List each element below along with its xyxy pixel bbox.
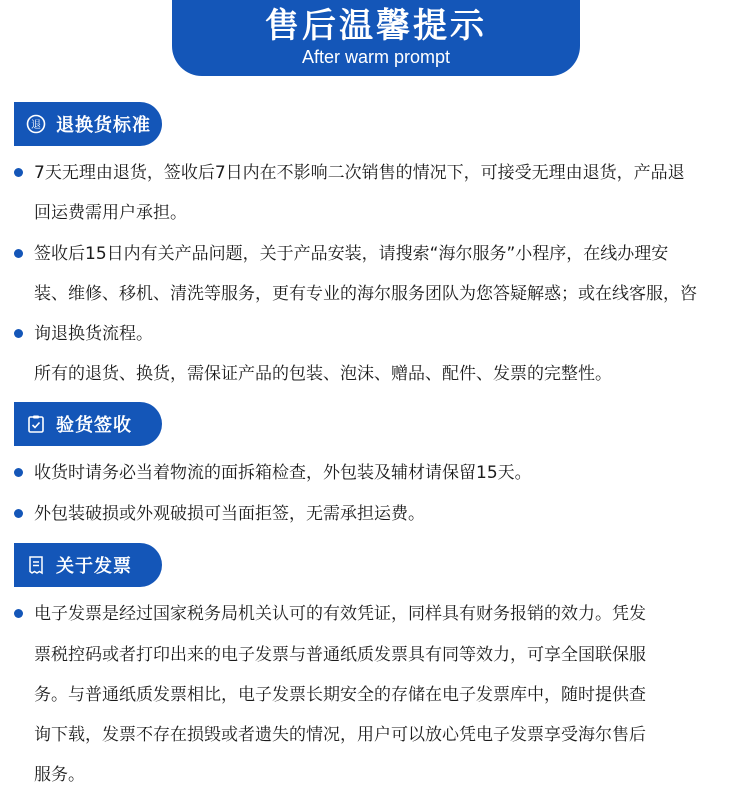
checklist-icon <box>26 414 46 434</box>
section-title: 退换货标准 <box>56 115 151 136</box>
section-header-returns <box>14 102 162 146</box>
bullet-dot <box>14 249 23 258</box>
bullet-dot <box>14 329 23 338</box>
bullet-dot <box>14 609 23 618</box>
paragraph-line: 签收后15日内有关产品问题，关于产品安装，请搜索“海尔服务”小程序，在线办理安 <box>34 244 669 264</box>
paragraph-line: 回运费需用户承担。 <box>34 203 187 223</box>
svg-text:退: 退 <box>31 120 41 131</box>
paragraph-line: 务。与普通纸质发票相比，电子发票长期安全的存储在电子发票库中，随时提供查 <box>34 685 646 705</box>
header-banner <box>172 0 580 76</box>
paragraph-line: 票税控码或者打印出来的电子发票与普通纸质发票具有同等效力，可享全国联保服 <box>34 645 646 665</box>
paragraph-line: 询退换货流程。 <box>34 324 153 344</box>
section-header-inspection <box>14 402 162 446</box>
receipt-icon <box>26 555 46 575</box>
paragraph-line: 外包装破损或外观破损可当面拒签，无需承担运费。 <box>34 504 425 524</box>
section-header-invoice <box>14 543 162 587</box>
page-subtitle: After warm prompt <box>301 47 451 67</box>
paragraph-line: 7天无理由退货，签收后7日内在不影响二次销售的情况下，可接受无理由退货，产品退 <box>34 163 685 183</box>
paragraph-line: 所有的退货、换货，需保证产品的包装、泡沫、赠品、配件、发票的完整性。 <box>34 364 612 384</box>
paragraph-line: 收货时请务必当着物流的面拆箱检查，外包装及辅材请保留15天。 <box>34 463 532 483</box>
bullet-dot <box>14 168 23 177</box>
paragraph-line: 服务。 <box>34 765 85 785</box>
bullet-dot <box>14 509 23 518</box>
paragraph-line: 电子发票是经过国家税务局机关认可的有效凭证，同样具有财务报销的效力。凭发 <box>34 604 646 624</box>
return-icon <box>26 114 46 134</box>
page-title: 售后温馨提示 <box>265 6 487 46</box>
bullet-dot <box>14 468 23 477</box>
paragraph-line: 装、维修、移机、清洗等服务，更有专业的海尔服务团队为您答疑解惑；或在线客服，咨 <box>34 284 697 304</box>
section-title: 关于发票 <box>56 556 132 577</box>
paragraph-line: 询下载，发票不存在损毁或者遗失的情况，用户可以放心凭电子发票享受海尔售后 <box>34 725 646 745</box>
section-title: 验货签收 <box>56 415 132 436</box>
